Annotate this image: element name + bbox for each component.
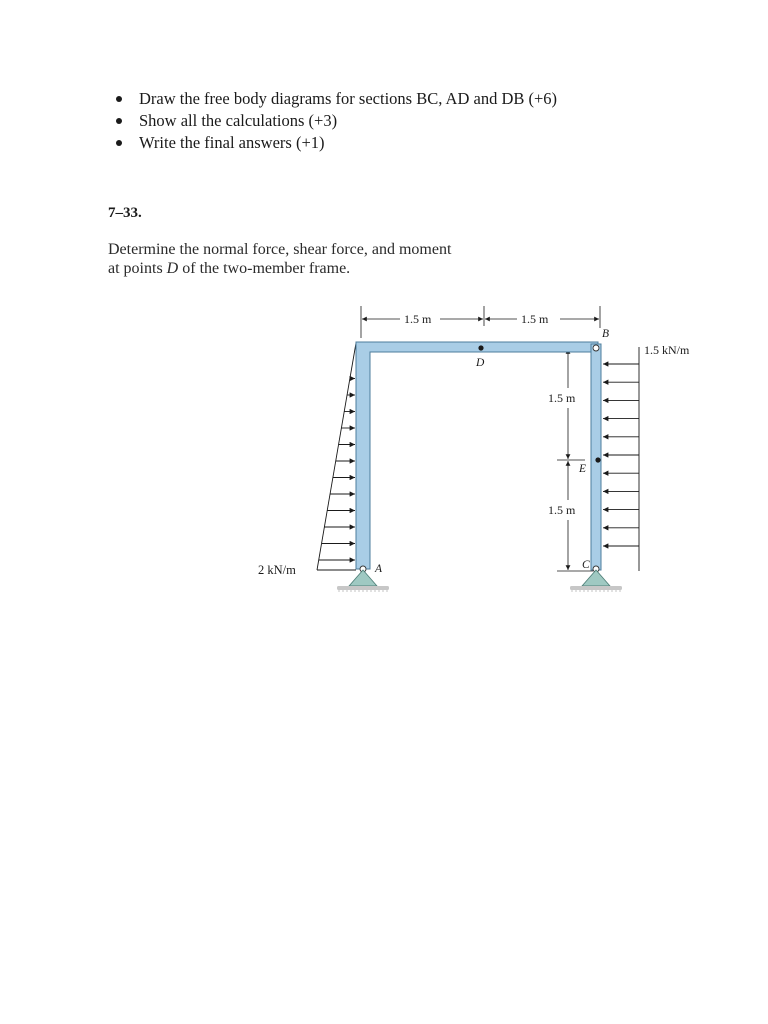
left-load-label: 2 kN/m — [258, 563, 296, 577]
label-b: B — [602, 328, 610, 340]
dim-top-left-label: 1.5 m — [404, 312, 432, 326]
label-e: E — [579, 463, 587, 475]
problem-line-1: Determine the normal force, shear force, and moment — [108, 241, 452, 258]
right-dimension — [556, 348, 593, 571]
dim-top-right-label: 1.5 m — [521, 312, 549, 326]
instruction-item: Draw the free body diagrams for sections BC, AD and DB (+6) — [112, 88, 557, 110]
frame-members — [356, 342, 601, 570]
right-distributed-load — [603, 347, 639, 571]
left-distributed-load — [317, 343, 356, 570]
right-load-arrows — [603, 364, 639, 546]
problem-number: 7–33. — [108, 205, 142, 221]
point-d-variable: D — [166, 260, 179, 277]
point-e-marker — [595, 457, 600, 462]
problem-line-2: at points D of the two-member frame. — [108, 260, 351, 277]
point-d-marker — [478, 345, 483, 350]
dim-right-upper-label: 1.5 m — [548, 391, 576, 405]
right-load-label: 1.5 kN/m — [644, 343, 690, 357]
member-BC — [591, 344, 601, 570]
member-ADB — [356, 342, 598, 569]
pin-b-icon — [593, 345, 599, 351]
support-c-icon — [570, 566, 622, 591]
dim-right-lower-label: 1.5 m — [548, 503, 576, 517]
instruction-item: Show all the calculations (+3) — [112, 110, 557, 132]
label-a: A — [375, 563, 383, 575]
left-load-arrows — [319, 379, 355, 561]
label-c: C — [582, 559, 590, 571]
instruction-item: Write the final answers (+1) — [112, 132, 557, 154]
top-dimension — [361, 306, 600, 338]
label-d: D — [476, 357, 485, 369]
